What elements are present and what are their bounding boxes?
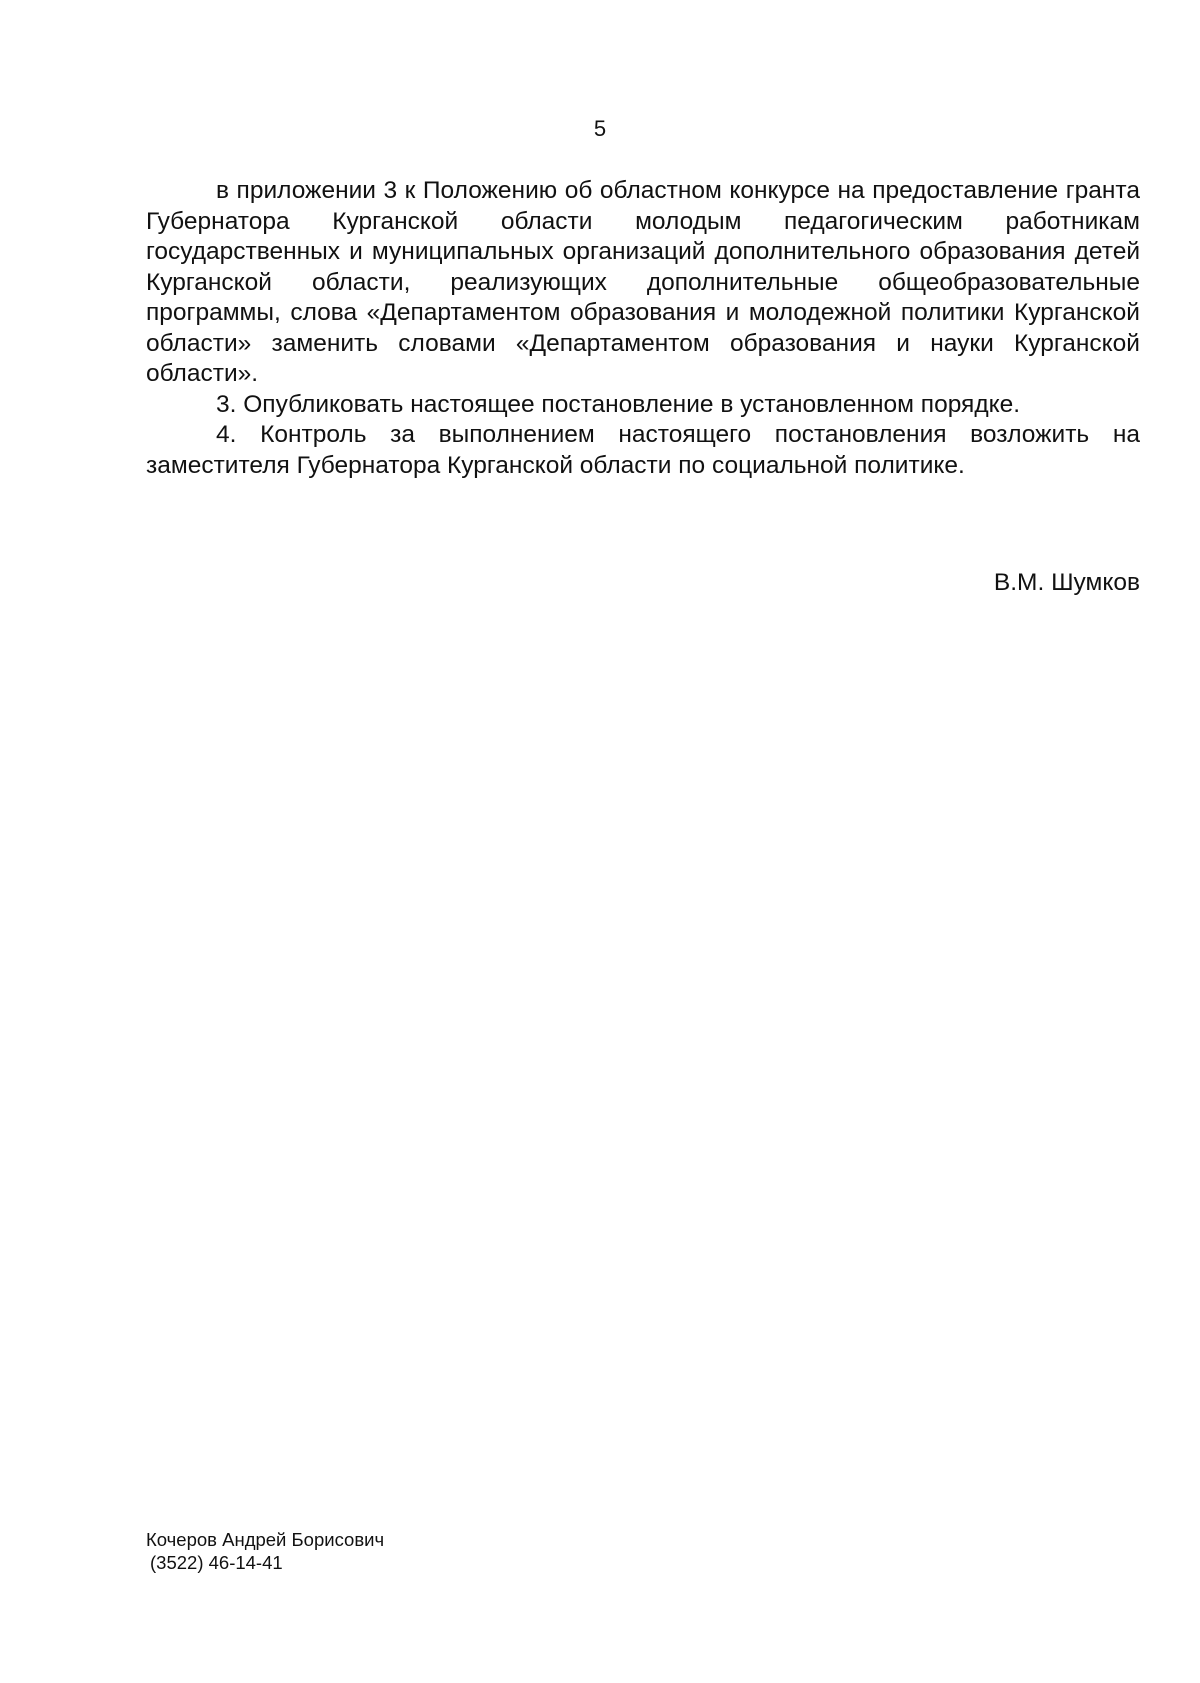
- paragraph-appendix-3: в приложении 3 к Положению об областном конкурсе на предоставление гранта Губернатора Курганской области молодым педагогическим работникам государственных и муниципальных организаций дополнительного образования детей Курганской области, реализующих дополнительные общеобразовательные программы, слова «Департаментом образования и молодежной политики Курганской области» заменить словами «Департаментом образования и науки Курганской области».: [146, 177, 1140, 387]
- executor-info: [146, 1528, 384, 1574]
- document-body: [146, 176, 1140, 481]
- signatory-name: В.М. Шумков: [993, 569, 1140, 596]
- page-number: 5: [593, 116, 607, 141]
- executor-name: Кочеров Андрей Борисович: [146, 1529, 385, 1550]
- paragraph-item-4: 4. Контроль за выполнением настоящего постановления возложить на заместителя Губернатора Курганской области по социальной политике.: [146, 421, 1140, 479]
- paragraph-item-3: 3. Опубликовать настоящее постановление в установленном порядке.: [216, 390, 1021, 418]
- executor-phone: (3522) 46-14-41: [150, 1552, 283, 1573]
